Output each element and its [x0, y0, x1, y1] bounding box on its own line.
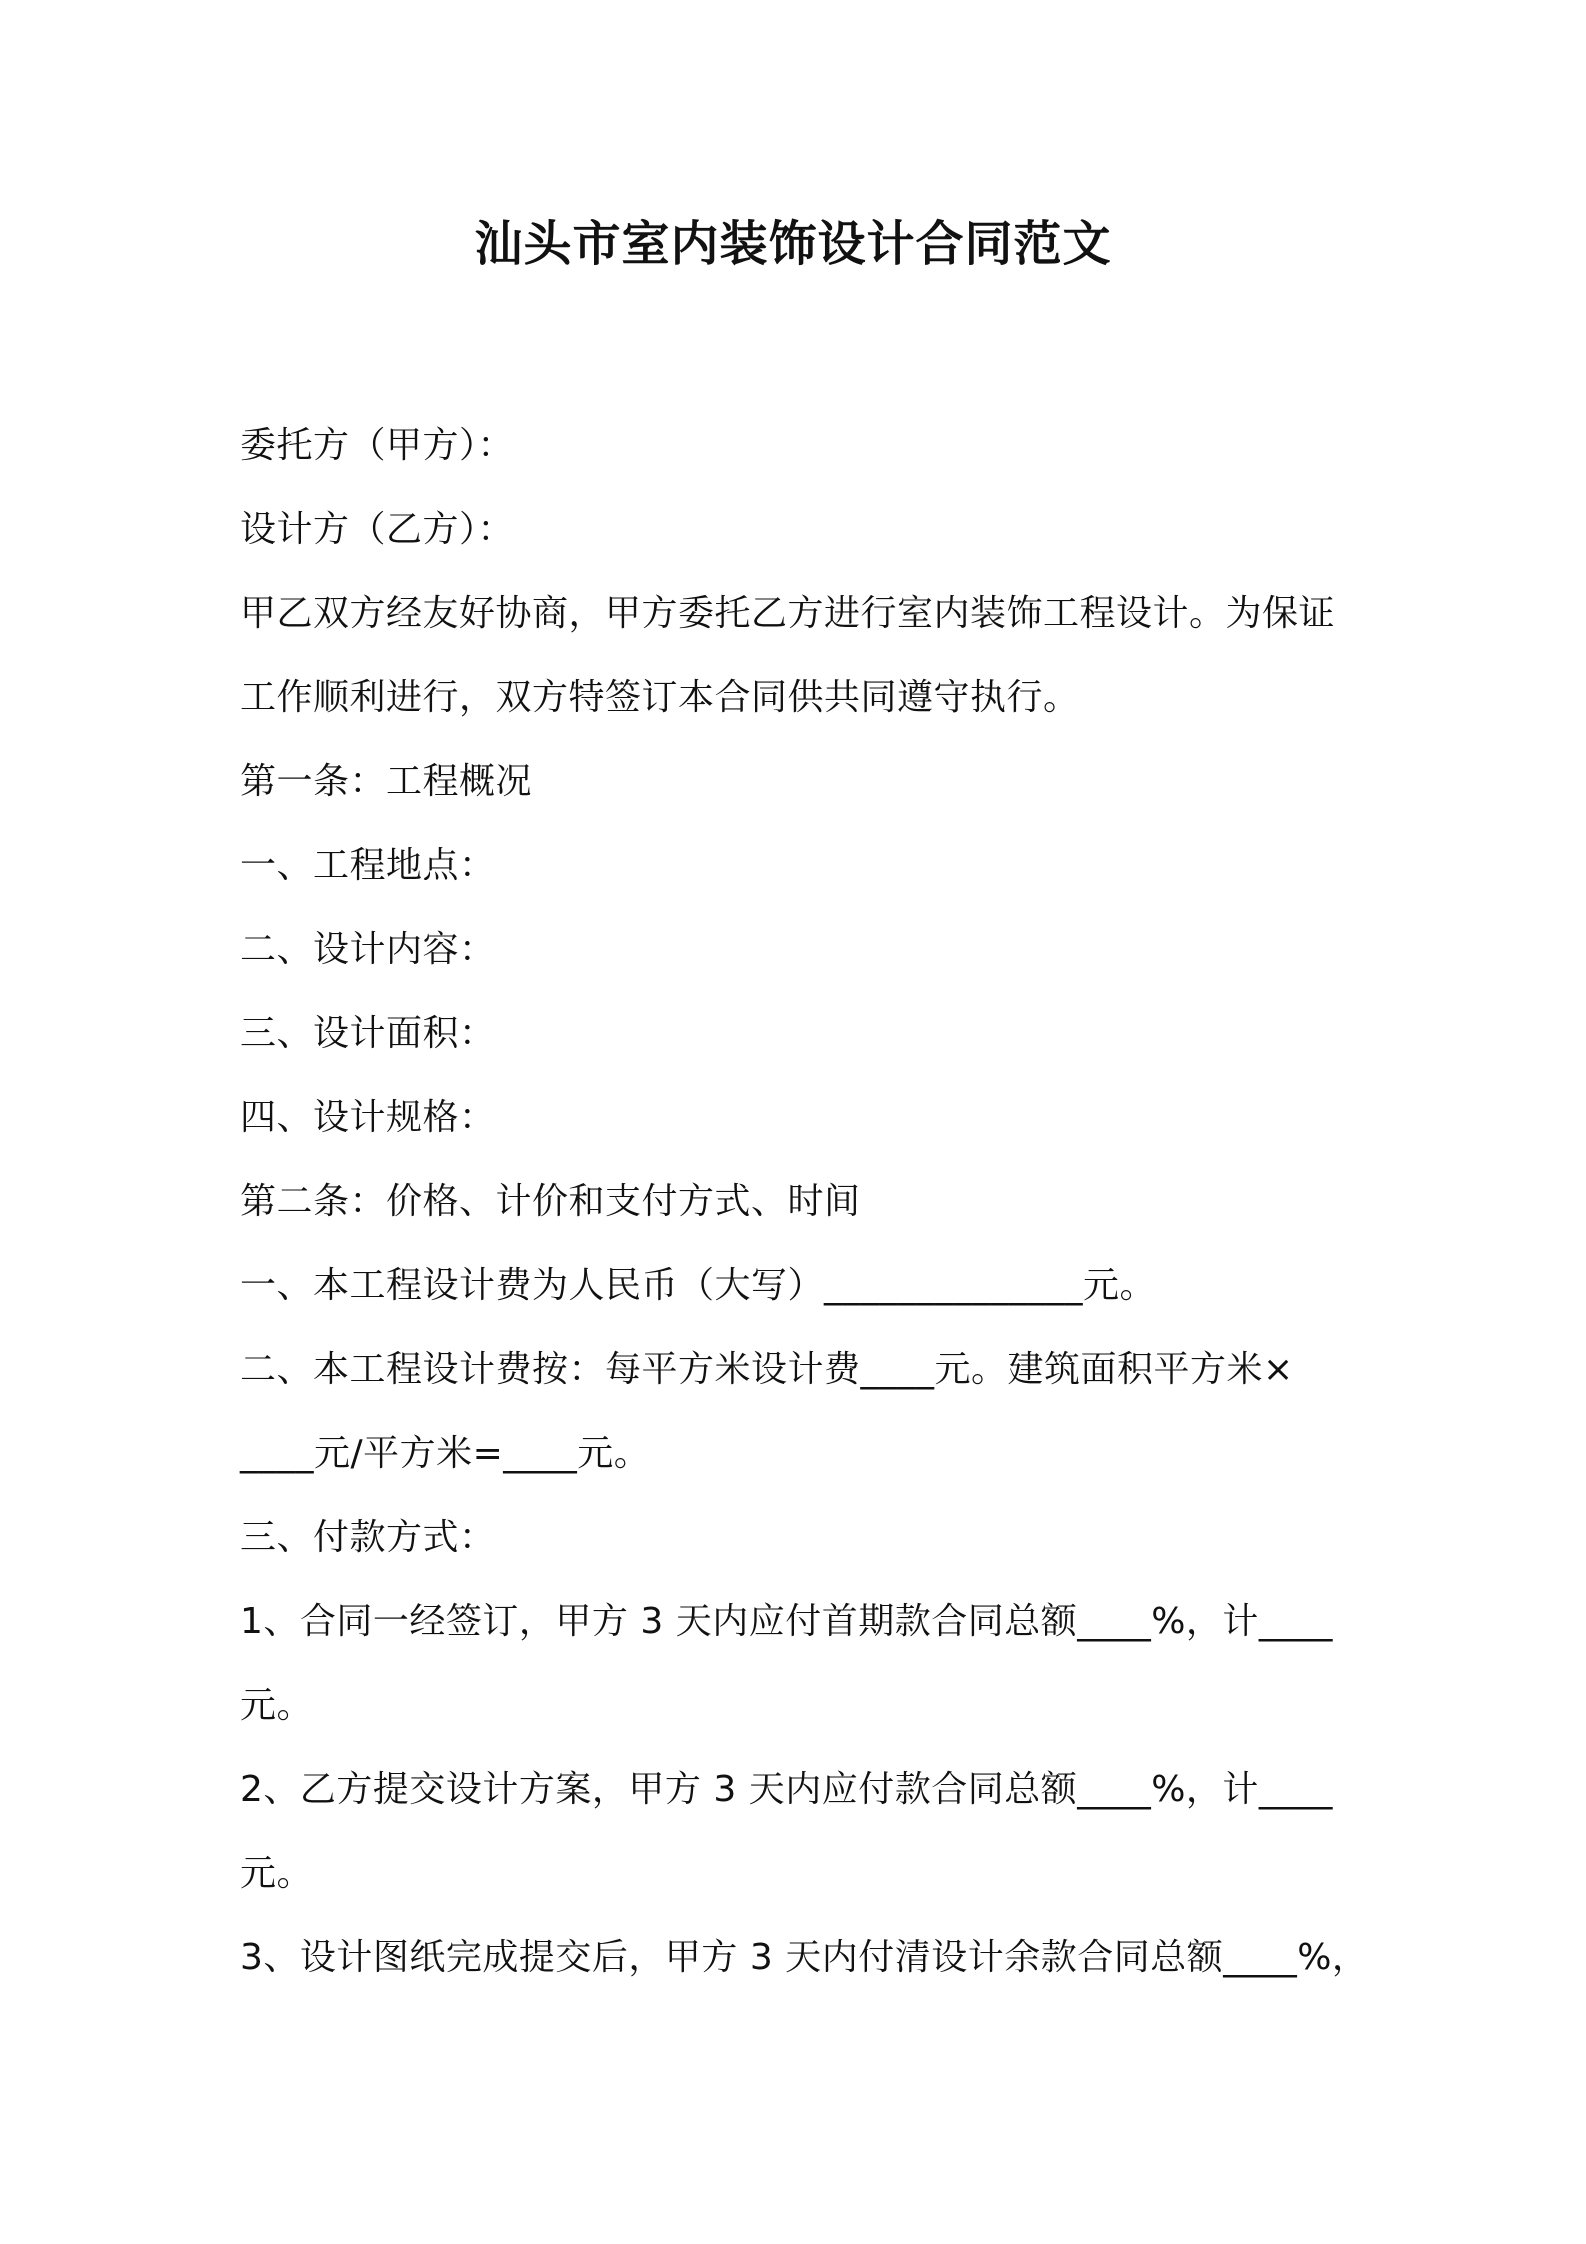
- paragraph-line: 1、合同一经签订，甲方 3 天内应付首期款合同总额____%，计____: [240, 1601, 1333, 1642]
- document-title: 汕头市室内装饰设计合同范文: [474, 216, 1112, 272]
- document-body: [240, 404, 1369, 2000]
- paragraph-line: 元。: [240, 1685, 314, 1726]
- paragraph-line: 三、设计面积：: [240, 1013, 496, 1054]
- section-heading: 第一条：工程概况: [240, 761, 533, 802]
- paragraph-line: 甲乙双方经友好协商，甲方委托乙方进行室内装饰工程设计。为保证: [240, 593, 1336, 634]
- paragraph-line: 四、设计规格：: [240, 1097, 496, 1138]
- paragraph-line: 3、设计图纸完成提交后，甲方 3 天内付清设计余款合同总额____%，: [240, 1937, 1369, 1978]
- paragraph-line: 一、工程地点：: [240, 845, 496, 886]
- paragraph-line: 2、乙方提交设计方案，甲方 3 天内应付款合同总额____%，计____: [240, 1769, 1333, 1810]
- paragraph-line: 工作顺利进行，双方特签订本合同供共同遵守执行。: [240, 677, 1080, 718]
- paragraph-line: 元。: [240, 1853, 314, 1894]
- paragraph-line: 二、设计内容：: [240, 929, 496, 970]
- paragraph-line: 二、本工程设计费按：每平方米设计费____元。建筑面积平方米×: [240, 1349, 1294, 1390]
- paragraph-line: ____元/平方米=____元。: [240, 1433, 651, 1474]
- paragraph-line: 一、本工程设计费为人民币（大写）______________元。: [240, 1265, 1157, 1306]
- paragraph-line: 三、付款方式：: [240, 1517, 496, 1558]
- section-heading: 第二条：价格、计价和支付方式、时间: [240, 1181, 861, 1222]
- paragraph-line: 设计方（乙方）：: [240, 509, 515, 550]
- paragraph-line: 委托方（甲方）：: [240, 425, 515, 466]
